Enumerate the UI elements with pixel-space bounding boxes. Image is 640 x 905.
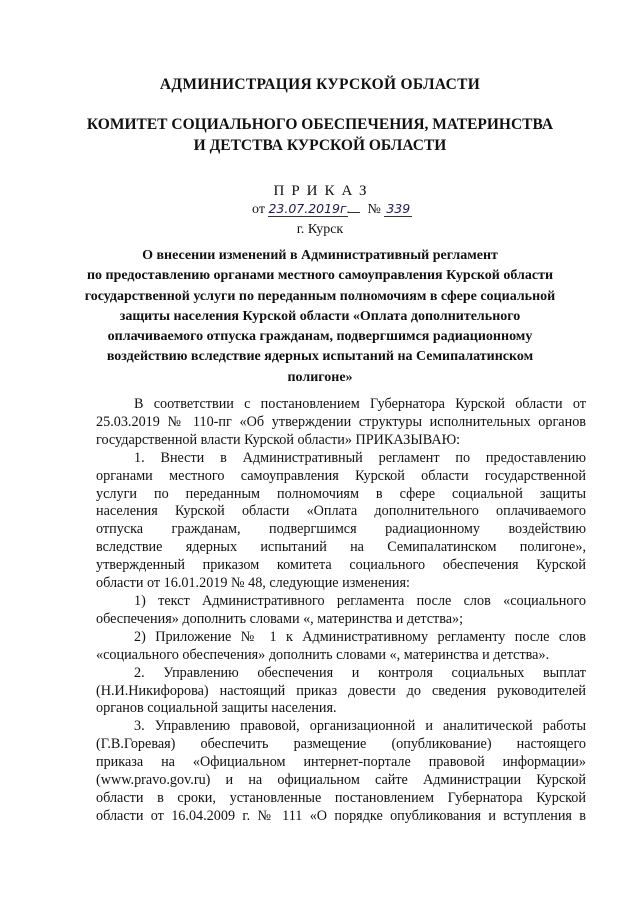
order-city: г. Курск [296,222,344,237]
body-line: приказа на «Официальном интернет-портале правовой информации» [96,754,586,771]
subject-line: государственной услуги по переданным полномочиям в сфере социальной [84,288,556,304]
body-line: утвержденный приказом комитета социального обеспечения Курской [96,557,586,574]
order-body [96,396,586,826]
body-line: вследствие ядерных испытаний на Семипалатинском полигоне», [96,539,586,556]
body-line: отпуска гражданам, подвергшимся радиационному воздействию [96,521,586,538]
body-line: (www.pravo.gov.ru) и на официальном сайте Администрации Курской [96,772,586,789]
body-line: В соответствии с постановлением Губернатора Курской области от [134,396,586,412]
body-line: государственной власти Курской области» ПРИКАЗЫВАЮ: [96,431,461,448]
body-line: органами местного самоуправления Курской области государственной [96,467,586,484]
number-prefix: № [367,202,381,217]
body-line: «социального обеспечения» дополнить словами «, материнства и детства». [96,646,550,663]
body-line: 2. Управлению обеспечения и контроля социальных выплат [134,664,586,681]
body-line: 1. Внести в Административный регламент по предоставлению [134,449,586,466]
subject-line: полигоне» [287,369,353,385]
subject-line: О внесении изменений в Административный регламент [142,248,498,263]
subject-line: воздействию вследствие ядерных испытаний на Семипалатинском [106,349,534,365]
body-line: области от 16.01.2019 № 48, следующие изменения: [96,575,410,592]
order-title: ПРИКАЗ [273,183,374,199]
date-prefix: от [252,202,265,217]
committee-title-line-1: КОМИТЕТ СОЦИАЛЬНОГО ОБЕСПЕЧЕНИЯ, МАТЕРИНСТВА [86,116,554,133]
body-line: услуги по переданным полномочиям в сфере социальной защиты [96,485,586,502]
body-line: (Г.В.Горевая) обеспечить размещение (опубликование) настоящего [96,736,586,753]
body-line: населения Курской области «Оплата дополнительного оплачиваемого [96,503,586,520]
administration-title: АДМИНИСТРАЦИЯ КУРСКОЙ ОБЛАСТИ [159,76,481,93]
subject-line: по предоставлению органами местного самоуправления Курской области [86,268,554,284]
body-line: органов социальной защиты населения. [96,700,337,717]
body-line: области в сроки, установленные постановлением Губернатора Курской [96,789,586,806]
committee-title [0,114,640,156]
body-line: (Н.И.Никифорова) настоящий приказ довести до сведения руководителей [96,682,586,699]
order-number-handwritten: 339 [384,201,412,217]
body-line: 1) текст Административного регламента после слов «социального [134,592,586,609]
body-line: области от 16.04.2009 г. № 111 «О порядке опубликования и вступления в [96,807,586,824]
order-date-number [252,201,512,218]
body-line: обеспечения» дополнить словами «, материнства и детства»; [96,610,464,627]
subject-line: оплачиваемого отпуска гражданам, подвергшимся радиационному [107,329,533,345]
body-line: 3. Управлению правовой, организационной и аналитической работы [134,718,586,735]
committee-title-line-2: И ДЕТСТВА КУРСКОЙ ОБЛАСТИ [193,137,447,154]
order-date-handwritten: 23.07.2019г. [268,201,351,216]
body-line: 2) Приложение № 1 к Административному регламенту после слов [134,628,586,645]
date-underline [348,212,360,213]
body-line: 25.03.2019 № 110-пг «Об утверждении структуры исполнительных органов [96,413,586,430]
order-subject [0,246,640,388]
subject-line: защиты населения Курской области «Оплата дополнительного [119,308,521,324]
